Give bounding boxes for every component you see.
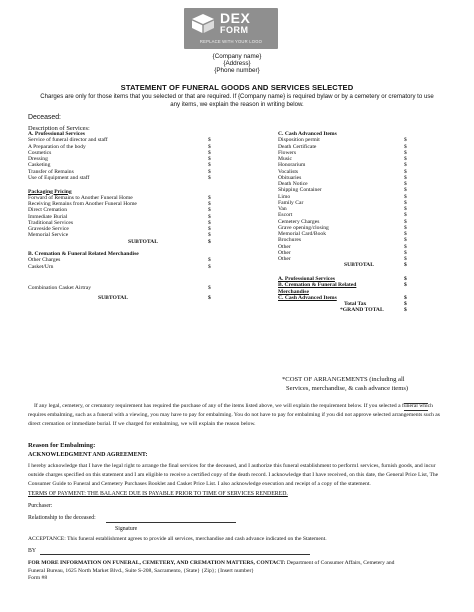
summary-c — [278, 294, 407, 301]
service-item-label: Service of funeral director and staff — [28, 137, 108, 144]
subtotal-a-label: SUBTOTAL — [128, 238, 158, 245]
dollar-sign: $ — [404, 193, 407, 200]
subtotal-b-label: SUBTOTAL — [98, 294, 128, 301]
dollar-sign: $ — [208, 219, 211, 226]
package-item-label: Memorial Service — [28, 232, 69, 239]
reason-label: Reason for Embalming: — [28, 442, 96, 449]
cash-item-label: Other — [278, 243, 291, 250]
service-item — [28, 174, 211, 181]
subtotal-c — [344, 262, 407, 269]
cash-item-label: Family Car — [278, 199, 304, 206]
cost-note-line2: Services, merchandise, & cash advance items) — [286, 385, 409, 392]
dollar-sign: $ — [208, 137, 211, 144]
service-item-label: Dressing — [28, 156, 48, 162]
signature-label: Signature — [115, 526, 138, 532]
cash-item-label: Van — [278, 206, 287, 212]
cash-item-label: Other — [278, 249, 291, 256]
cash-item-label: Death Certificate — [278, 143, 317, 150]
company-name: {Company name} — [212, 53, 262, 60]
package-item-label: Direct Cremation — [28, 207, 67, 214]
section-a-heading-label: A. Professional Services — [28, 131, 85, 137]
dollar-sign: $ — [404, 174, 407, 181]
footer-address: Funeral Bureau, 1625 North Market Blvd., Suite S-208, Sacramento, {State} {Zip}; {Insert number} — [28, 567, 254, 574]
package-item — [28, 232, 211, 239]
dollar-sign: $ — [404, 224, 407, 231]
dollar-sign: $ — [208, 226, 211, 232]
dollar-sign: $ — [404, 137, 407, 144]
purchaser-label: Purchaser: — [28, 503, 53, 509]
merchandise-item-label: Other Charges — [28, 257, 61, 264]
company-phone: {Phone number} — [214, 67, 260, 74]
footer-bold: FOR MORE INFORMATION ON FUNERAL, CEMETERY, AND CREMATION MATTERS, CONTACT: — [28, 560, 286, 566]
dollar-sign: $ — [404, 206, 407, 212]
cash-item-label: Escort — [278, 212, 293, 219]
dollar-sign: $ — [208, 263, 211, 270]
dollar-sign: $ — [404, 149, 407, 156]
dollar-sign: $ — [208, 156, 211, 162]
cost-note — [282, 375, 452, 393]
cost-note-line1: *COST OF ARRANGEMENTS (including all — [282, 376, 405, 383]
grand-total-label: *GRAND TOTAL — [340, 307, 384, 314]
by-label: BY — [28, 548, 37, 554]
subtotal-b — [98, 294, 211, 301]
acceptance-text: ACCEPTANCE: This funeral establishment agrees to provide all services, merchandise and cash advance indicated on the Statement. — [28, 536, 327, 542]
total-tax-label: Total Tax — [344, 301, 367, 307]
dollar-sign: $ — [208, 162, 211, 169]
packaging-heading-label: Packaging Pricing — [28, 188, 72, 195]
dollar-sign: $ — [208, 168, 211, 175]
dollar-sign: $ — [208, 213, 211, 220]
cash-item-label: Memorial Card/Book — [278, 231, 327, 237]
dollar-sign: $ — [404, 276, 407, 282]
summary-c-label: C. Cash Advanced Items — [278, 294, 337, 301]
section-b-heading-label: B. Cremation & Funeral Related Merchandise — [28, 251, 139, 257]
dollar-sign: $ — [404, 187, 407, 194]
dollar-sign: $ — [208, 232, 211, 239]
dollar-sign: $ — [404, 156, 407, 162]
dollar-sign: $ — [404, 199, 407, 206]
subtotal-a — [128, 238, 211, 245]
dollar-sign: $ — [404, 212, 407, 219]
dollar-sign: $ — [404, 294, 407, 301]
ack-heading: ACKNOWLEDGMENT AND AGREEMENT: — [28, 452, 148, 458]
dollar-sign: $ — [404, 307, 407, 314]
dollar-sign: $ — [404, 301, 407, 307]
dollar-sign: $ — [404, 181, 407, 187]
cash-item-label: Music — [278, 156, 292, 162]
by-signature-line[interactable] — [40, 554, 310, 555]
dollar-sign: $ — [404, 256, 407, 262]
footer-info — [28, 560, 448, 583]
dollar-sign: $ — [208, 294, 211, 301]
airtray-item-label: Combination Casket Airtray — [28, 284, 92, 291]
dollar-sign: $ — [404, 162, 407, 169]
dollar-sign: $ — [208, 194, 211, 201]
package-item-label: Receiving Remains from Another Funeral Home — [28, 201, 137, 207]
cash-item-label: Other — [278, 256, 291, 262]
summary-b-merch-label: Merchandise — [278, 288, 309, 295]
relationship-label: Relationship to the deceased: — [28, 515, 96, 521]
dollar-sign: $ — [208, 257, 211, 264]
cash-item-label: Obituaries — [278, 174, 302, 181]
dollar-sign: $ — [208, 149, 211, 156]
grand-total — [340, 307, 407, 314]
form-number: Form #8 — [28, 575, 48, 582]
package-item-label: Graveside Service — [28, 226, 69, 232]
services-label: Description of Services: — [28, 125, 90, 132]
logo-sub: FORM — [220, 25, 249, 35]
dollar-sign: $ — [404, 231, 407, 237]
cash-item-label: Death Notice — [278, 181, 308, 187]
dollar-sign: $ — [208, 201, 211, 207]
summary-a-label: A. Professional Services — [278, 276, 335, 282]
airtray-item — [28, 284, 211, 291]
dollar-sign: $ — [208, 207, 211, 214]
cash-item-label: Honorarium — [278, 162, 306, 169]
ack-paragraph: I hereby acknowledge that I have the legal right to arrange the final services for the deceased, and I authorize this funeral establishment to perform1 services, furnish goods, and incur outside charges specified on this statement and I am eligible to receive a certified copy of the death record. I acknowledge that I have received, on this date, the General Price List, The Consumer Guide to Funeral and Cemetery Purchases Booklet and Casket Price List. I also acknowledge execution and receipt of a copy of the statement. — [28, 463, 439, 487]
cash-item-label: Brochures — [278, 237, 301, 244]
package-item-label: Immediate Burial — [28, 213, 68, 220]
service-item-label: Cosmetics — [28, 149, 52, 156]
cash-item-label: Cemetery Charges — [278, 218, 320, 225]
dollar-sign: $ — [404, 168, 407, 175]
merchandise-item — [28, 263, 211, 270]
dollar-sign: $ — [208, 284, 211, 291]
summary-b-label: B. Cremation & Funeral Related — [278, 282, 357, 289]
dollar-sign: $ — [404, 243, 407, 250]
dollar-sign: $ — [404, 218, 407, 225]
section-c-heading-label: C. Cash Advanced Items — [278, 131, 337, 137]
dollar-sign: $ — [208, 238, 211, 245]
cash-item-label: Vocalists — [278, 168, 299, 175]
cash-item-label: Disposition permit — [278, 137, 320, 144]
dollar-sign: $ — [404, 237, 407, 244]
dollar-sign: $ — [404, 249, 407, 256]
company-logo — [184, 8, 278, 49]
page-subtitle: Charges are only for those items that you selected or that are required. If {Company name} is required bylaw or by a cemetery or crematory to use any items, we explain the reason in writing below. — [40, 93, 434, 108]
dollar-sign: $ — [404, 282, 407, 289]
cash-item-label: Grave opening/closing — [278, 224, 329, 231]
service-item-label: Use of Equipment and staff — [28, 174, 90, 181]
relationship-line[interactable] — [106, 522, 236, 523]
logo-brand: DEX — [220, 10, 251, 26]
page-title: STATEMENT OF FUNERAL GOODS AND SERVICES SELECTED — [120, 83, 354, 92]
dollar-sign: $ — [404, 262, 407, 269]
cash-item — [278, 256, 407, 262]
cash-item-label: Flowers — [278, 149, 297, 156]
logo-tagline: REPLACE WITH YOUR LOGO — [199, 39, 263, 44]
cash-item-label: Shipping Container — [278, 187, 322, 194]
subtotal-c-label: SUBTOTAL — [344, 262, 374, 269]
dollar-sign: $ — [208, 143, 211, 150]
package-item-label: Traditional Services — [28, 219, 74, 226]
service-item-label: Transfer of Remains — [28, 168, 74, 175]
package-item-label: Forward of Remains to Another Funeral Home — [28, 194, 133, 201]
service-item-label: Casketing — [28, 162, 51, 169]
payment-terms: TERMS OF PAYMENT: THE BALANCE DUE IS PAYABLE PRIOR TO TIME OF SERVICES RENDERED. — [28, 491, 288, 497]
deceased-label: Deceased: — [28, 114, 61, 121]
company-address: {Address} — [223, 60, 251, 67]
dollar-sign: $ — [404, 143, 407, 150]
dex-cube-icon — [190, 12, 216, 34]
embalming-paragraph: If any legal, cemetery, or crematory requirement has required the purchase of any of the items listed above, we will explain the requirement below. If you selected a funeral which requires embalming, such as a funeral with a viewing, you may have to pay for embalming. You do not have to pay for embalming if you did not approve selected arrangements such as direct cremation or immediate burial. If we charged for embalming, we will explain the reason below. — [28, 403, 440, 427]
merchandise-item-label: Casket/Urn — [28, 263, 54, 270]
footer-rest: Department of Consumer Affairs, Cemetery and — [285, 560, 395, 566]
dollar-sign: $ — [208, 174, 211, 181]
cash-item-label: Limo — [278, 193, 291, 200]
service-item-label: A Preparation of the body — [28, 143, 86, 150]
